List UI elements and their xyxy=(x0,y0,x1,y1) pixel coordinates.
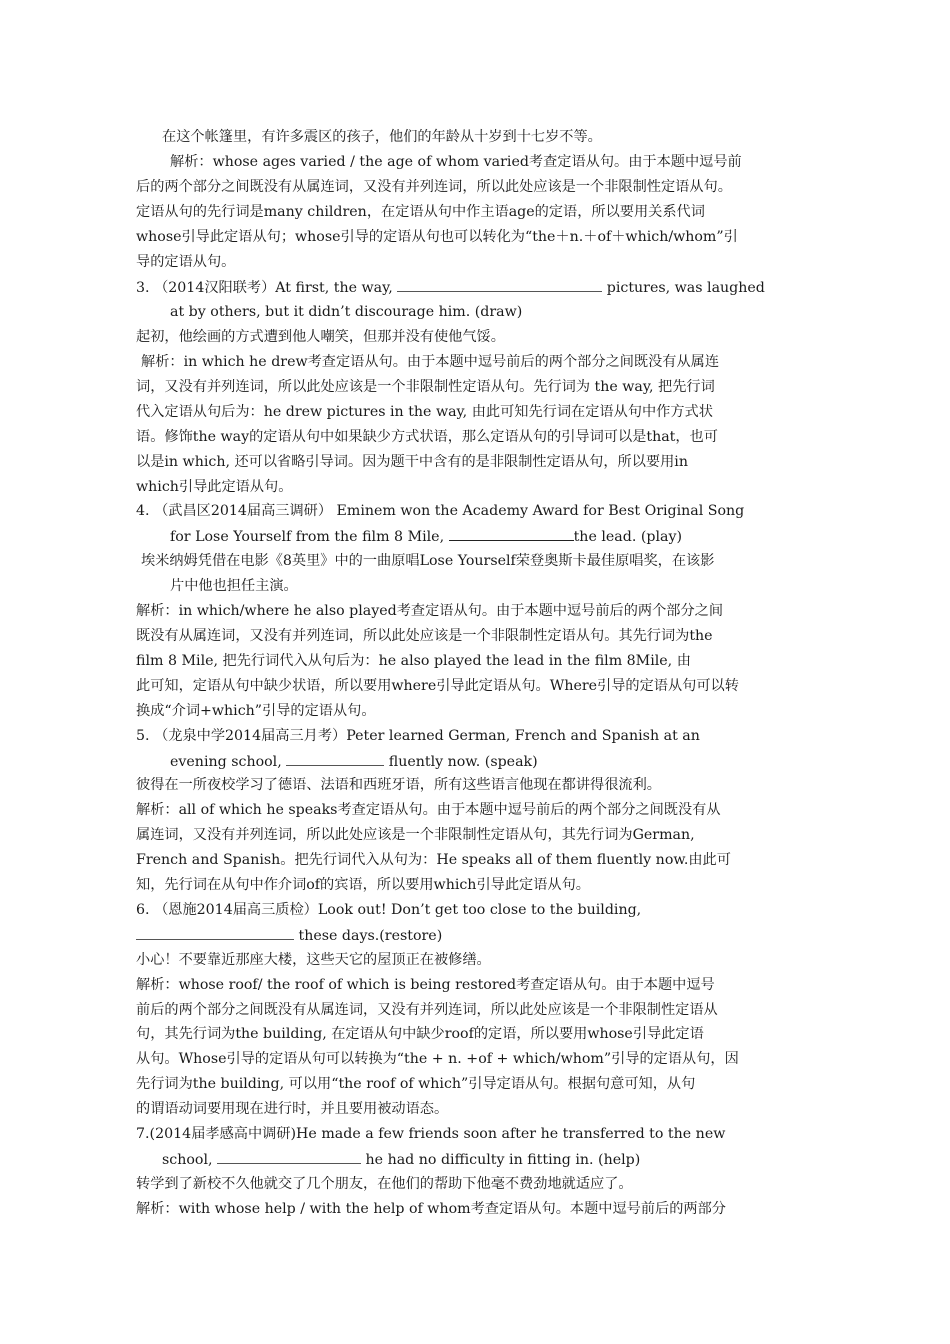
question-6-analysis-line: 解析：whose roof/ the roof of which is being restored考查定语从句。由于本题中逗号 xyxy=(136,977,715,993)
intro-analysis-line: 定语从句的先行词是many children，在定语从句中作主语age的定语，所以要用关系代词 xyxy=(136,204,705,220)
question-3-analysis-line: 词，又没有并列连词，所以此处应该是一个非限制性定语从句。先行词为 the way, 把先行词 xyxy=(136,379,715,395)
question-4-analysis-line: film 8 Mile, 把先行词代入从句后为：he also played the lead in the film 8Mile, 由 xyxy=(136,653,691,669)
question-5-analysis-line: 属连词，又没有并列连词，所以此处应该是一个非限制性定语从句，其先行词为German, xyxy=(136,827,695,843)
question-6-analysis-line: 先行词为the building, 可以用“the roof of which”引导定语从句。根据句意可知，从句 xyxy=(136,1076,696,1092)
intro-analysis-line: 解析：whose ages varied / the age of whom varied考查定语从句。由于本题中逗号前 xyxy=(170,154,742,170)
question-stem: Peter learned German, French and Spanish at an xyxy=(346,728,700,744)
question-3-analysis-line: 解析：in which he drew考查定语从句。由于本题中逗号前后的两个部分之间既没有从属连 xyxy=(141,354,720,370)
question-stem: he had no difficulty in fitting in. (help) xyxy=(361,1152,641,1168)
question-number: 4. xyxy=(136,503,150,519)
intro-analysis-line: whose引导此定语从句；whose引导的定语从句也可以转化为“the＋n.＋of＋which/whom”引 xyxy=(136,229,738,245)
question-3-analysis-line: 代入定语从句后为：he drew pictures in the way, 由此可知先行词在定语从句中作方式状 xyxy=(136,404,713,420)
question-stem: fluently now. (speak) xyxy=(384,754,538,770)
question-5-analysis-line: 解析：all of which he speaks考查定语从句。由于本题中逗号前后的两个部分之间既没有从 xyxy=(136,802,721,818)
question-4-translation-line: 埃米纳姆凭借在电影《8英里》中的一曲原唱Lose Yourself荣登奥斯卡最佳原唱奖，在该影 xyxy=(141,553,715,569)
question-6-stem xyxy=(136,900,641,920)
question-source: （龙泉中学2014届高三月考） xyxy=(154,728,347,744)
question-3-analysis-line: which引导此定语从句。 xyxy=(136,479,293,495)
question-7-stem-line2 xyxy=(162,1149,640,1169)
question-number: 7. xyxy=(136,1126,150,1142)
question-6-analysis-line: 从句。Whose引导的定语从句可以转换为“the + n. +of + which/whom”引导的定语从句，因 xyxy=(136,1051,739,1067)
question-number: 6. xyxy=(136,902,150,918)
question-source: （武昌区2014届高三调研） xyxy=(154,503,333,519)
answer-blank[interactable] xyxy=(136,925,294,940)
question-7-stem xyxy=(136,1124,725,1144)
question-number: 5. xyxy=(136,728,150,744)
question-source: （恩施2014届高三质检） xyxy=(154,902,318,918)
question-4-analysis-line: 此可知，定语从句中缺少状语，所以要用where引导此定语从句。Where引导的定语从句可以转 xyxy=(136,678,739,694)
question-4-stem-line2 xyxy=(170,526,682,546)
question-6-translation: 小心！不要靠近那座大楼，这些天它的屋顶正在被修缮。 xyxy=(136,952,491,968)
question-number: 3. xyxy=(136,280,150,296)
question-4-translation-line: 片中他也担任主演。 xyxy=(170,578,298,594)
question-stem: Look out! Don’t get too close to the building, xyxy=(317,902,642,918)
answer-blank[interactable] xyxy=(286,751,384,766)
question-stem: school, xyxy=(162,1152,218,1168)
question-stem: He made a few friends soon after he transferred to the new xyxy=(296,1126,726,1142)
question-6-analysis-line: 前后的两个部分之间既没有从属连词，又没有并列连词，所以此处应该是一个非限制性定语从 xyxy=(136,1002,718,1018)
question-stem: the lead. (play) xyxy=(573,529,683,545)
question-3-translation: 起初，他绘画的方式遭到他人嘲笑，但那并没有使他气馁。 xyxy=(136,329,505,345)
question-3-stem-line2: at by others, but it didn’t discourage him. (draw) xyxy=(170,304,523,320)
question-3-analysis-line: 以是in which, 还可以省略引导词。因为题干中含有的是非限制性定语从句，所以要用in xyxy=(136,454,688,470)
question-3-analysis-line: 语。修饰the way的定语从句中如果缺少方式状语，那么定语从句的引导词可以是that，也可 xyxy=(136,429,718,445)
question-7-analysis-line: 解析：with whose help / with the help of whom考查定语从句。本题中逗号前后的两部分 xyxy=(136,1201,726,1217)
intro-analysis-line: 导的定语从句。 xyxy=(136,254,236,270)
question-5-analysis-line: 知，先行词在从句中作介词of的宾语，所以要用which引导此定语从句。 xyxy=(136,877,590,893)
question-stem: At first, the way, xyxy=(275,280,398,296)
answer-blank[interactable] xyxy=(397,277,602,292)
question-5-stem-line2 xyxy=(170,751,538,771)
question-4-analysis-line: 解析：in which/where he also played考查定语从句。由于本题中逗号前后的两个部分之间 xyxy=(136,603,724,619)
intro-translation: 在这个帐篷里，有许多震区的孩子，他们的年龄从十岁到十七岁不等。 xyxy=(162,129,602,145)
question-4-analysis-line: 既没有从属连词，又没有并列连词，所以此处应该是一个非限制性定语从句。其先行词为the xyxy=(136,628,713,644)
question-5-stem xyxy=(136,726,700,746)
question-stem: evening school, xyxy=(170,754,287,770)
question-5-translation: 彼得在一所夜校学习了德语、法语和西班牙语，所有这些语言他现在都讲得很流利。 xyxy=(136,777,661,793)
question-stem: for Lose Yourself from the film 8 Mile, xyxy=(170,529,449,545)
intro-analysis-line: 后的两个部分之间既没有从属连词，又没有并列连词，所以此处应该是一个非限制性定语从句。 xyxy=(136,179,732,195)
question-4-analysis-line: 换成“介词+which”引导的定语从句。 xyxy=(136,703,376,719)
question-6-analysis-line: 句，其先行词为the building, 在定语从句中缺少roof的定语，所以要用whose引导此定语 xyxy=(136,1026,704,1042)
question-7-translation: 转学到了新校不久他就交了几个朋友，在他们的帮助下他毫不费劲地就适应了。 xyxy=(136,1176,633,1192)
answer-blank[interactable] xyxy=(217,1149,361,1164)
question-6-analysis-line: 的谓语动词要用现在进行时，并且要用被动语态。 xyxy=(136,1101,449,1117)
question-4-stem xyxy=(136,501,744,521)
question-stem: these days.(restore) xyxy=(294,928,443,944)
question-source: (2014届孝感高中调研) xyxy=(149,1126,297,1142)
question-source: （2014汉阳联考） xyxy=(154,280,276,296)
question-3-stem xyxy=(136,277,765,297)
question-stem: pictures, was laughed xyxy=(602,280,765,296)
question-stem: Eminem won the Academy Award for Best Original Song xyxy=(332,503,745,519)
question-5-analysis-line: French and Spanish。把先行词代入从句为：He speaks all of them fluently now.由此可 xyxy=(136,852,731,868)
question-6-stem-line2 xyxy=(136,925,442,945)
answer-blank[interactable] xyxy=(449,526,574,541)
